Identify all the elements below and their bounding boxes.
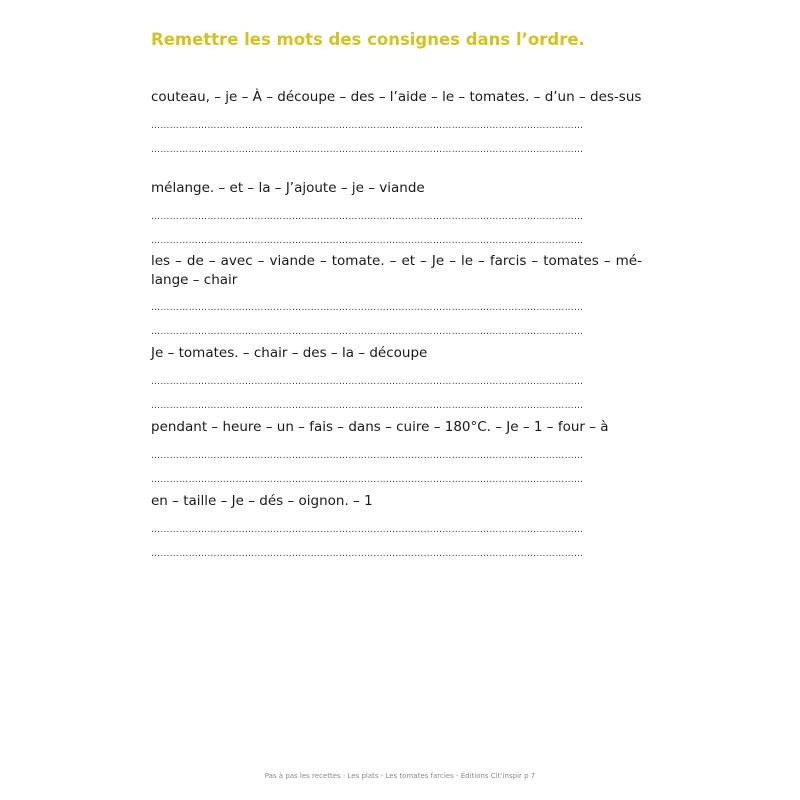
exercise-5: [151, 418, 642, 485]
answer-line[interactable]: …………………………………………………………………………………………………………………………: [151, 525, 584, 535]
exercise-6: [151, 492, 642, 559]
answer-line[interactable]: …………………………………………………………………………………………………………………………: [151, 377, 584, 387]
answer-line[interactable]: …………………………………………………………………………………………………………………………: [151, 236, 584, 246]
exercise-prompt: couteau, – je – À – découpe – des – l’aide – le – tomates. – d’un – des-sus: [151, 89, 642, 105]
answer-line[interactable]: …………………………………………………………………………………………………………………………: [151, 145, 584, 155]
page-title: Remettre les mots des consignes dans l’ordre.: [151, 30, 585, 49]
answer-line[interactable]: …………………………………………………………………………………………………………………………: [151, 451, 584, 461]
exercise-4: [151, 344, 642, 411]
answer-line[interactable]: …………………………………………………………………………………………………………………………: [151, 401, 584, 411]
exercise-3: [151, 252, 642, 337]
exercise-prompt: en – taille – Je – dés – oignon. – 1: [151, 493, 373, 509]
page-footer: Pas à pas les recettes : Les plats - Les tomates farcies - Éditions Cit’inspir p 7: [264, 772, 536, 780]
exercise-prompt: Je – tomates. – chair – des – la – découpe: [151, 345, 428, 361]
answer-line[interactable]: …………………………………………………………………………………………………………………………: [151, 549, 584, 559]
exercise-1: [151, 88, 642, 155]
answer-line[interactable]: …………………………………………………………………………………………………………………………: [151, 304, 584, 313]
exercise-2: [151, 179, 642, 246]
exercise-prompt: pendant – heure – un – fais – dans – cuire – 180°C. – Je – 1 – four – à: [151, 419, 609, 435]
answer-line[interactable]: …………………………………………………………………………………………………………………………: [151, 121, 584, 131]
exercise-prompt: mélange. – et – la – J’ajoute – je – viande: [151, 180, 425, 196]
answer-line[interactable]: …………………………………………………………………………………………………………………………: [151, 328, 584, 337]
answer-line[interactable]: …………………………………………………………………………………………………………………………: [151, 212, 584, 222]
answer-line[interactable]: …………………………………………………………………………………………………………………………: [151, 475, 584, 485]
exercise-prompt: les – de – avec – viande – tomate. – et – Je – le – farcis – tomates – mé-lange – chair: [151, 253, 642, 288]
